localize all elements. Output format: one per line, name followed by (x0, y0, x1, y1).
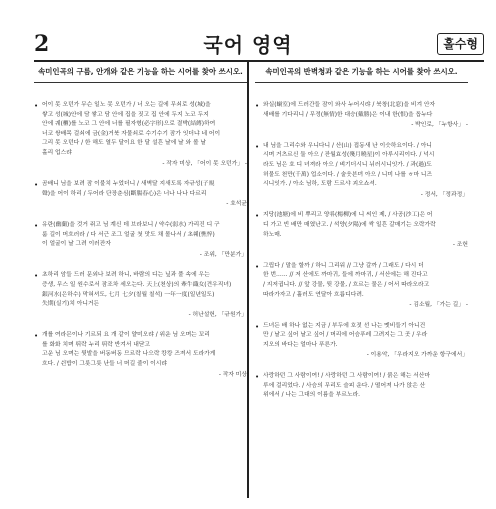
bullet-icon: • (255, 212, 260, 221)
poem-source: - 작자 미상, 「어이 못 오던가」 - (162, 160, 247, 167)
poem-text: 내 님을 그리수와 우니다니 / 산(山) 접동새 난 이슷하요이다. / 아니 시며 거츠르신 둘 아으 / 잔월효성(殘月曉星)이 아루시리이다. / 넉시 라도 님은 호 디 녀져라 아으 / 벼기더시니 뉘러시니잇가. / 과(過)도 허물도 천만(千萬) 업소이다. / 술읏븐뎌 아으 / 니미 나를 ㅎ마 니즈 시니잇가. / 아소 님하, 도람 드르샤 괴오쇼셔. (263, 142, 435, 188)
column-divider (247, 62, 249, 498)
poem-item (255, 211, 468, 250)
bullet-icon: • (255, 262, 260, 271)
bullet-icon: • (34, 332, 39, 341)
poem-item (255, 101, 468, 131)
poem-source: - 조헌 (452, 242, 468, 249)
exam-type-badge: 홀수형 (437, 33, 484, 55)
bullet-icon: • (34, 102, 39, 110)
poem-text: 유란(幽蘭)을 것거 쥐고 님 계신 데 브라보니 / 약수(弱水) 가리진 디 구 룸 길이 머흐러라 / 다 서근 조그 얼굴 첫 맛도 채 몰나서 / 초췌(憔悴) 이 얼굴이 날 그려 이러잔자 (42, 221, 220, 248)
right-column (255, 63, 468, 412)
poem-item (34, 101, 247, 169)
question-right: 속미인곡의 반벽청과 같은 기능을 하는 시어를 찾아 쓰시오. (265, 67, 458, 76)
left-column (34, 63, 247, 391)
poem-text: 그립다 / 말을 할까 / 하니 그리워 // 그냥 갈까 / 그래도 / 다시 더 한 번…… // 저 산에도 까마귀, 들에 까마귀, / 서산에는 해 진다고 / 지저귑니다. // 앞 강물, 뒷 강물, / 흐르는 물은 / 어서 따라오라고 따라가자고 / 흘러도 연달아 흐릅디다려. (263, 262, 430, 298)
poem-text: 곰배니 님을 보려 잠 이불치 누었더니 / 새벽달 지새도록 자규성(子規 聲)을 어이 하리 / 두어라 단장춘심(斷腸春心)은 너나 나나 다르리 (42, 181, 215, 197)
poem-text: 어이 못 오던가 무슨 일노 못 오던가 / 너 오는 길에 무쇠로 성(城)을 쌓고 성(城)안에 담 쌓고 담 안에 집을 짓고 집 안에 두지 노코 두지 안에 궤(櫃)를 노코 그 안에 너를 필자형(必字形)으로 결박(結縛)하여 너코 쌍배목 걸쇠에 금(金)거북 자물쇠로 수기수기 잠가 잇더냐 네 어이 그리 못 오던다 / 한 해도 열두 달이요 한 달 설흔 날에 날 와 볼 날 홀리 업스랴 (42, 102, 221, 156)
bullet-icon: • (255, 142, 260, 151)
page-number: 2 (34, 31, 50, 57)
poem-item (34, 221, 247, 260)
poem-source: - 조위, 「만분가」 (199, 251, 247, 258)
poem-source: - 김소월, 「가는 길」 - (409, 302, 468, 309)
question-left: 속미인곡의 구름, 안개와 같은 기능을 하는 시어를 찾아 쓰시오. (38, 67, 243, 76)
poem-text: 드녀든 배 하나 없는 지금 / 부두에 호젓 선 나는 멧비들기 아니건 만 / 날고 싶어 날고 싶어 / 머리에 어슴푸레 그려지는 그 곳 / 우라 지오의 바다는 얼마나 푸른가. (263, 322, 428, 348)
poem-source: - 허난설헌, 「규원가」 (188, 311, 247, 318)
poem-item (34, 271, 247, 320)
header-rule (34, 60, 484, 62)
bullet-icon: • (34, 272, 39, 281)
bullet-icon: • (255, 102, 260, 110)
bullet-icon: • (34, 181, 39, 190)
poem-list-right (255, 101, 468, 401)
poem-item (34, 331, 247, 380)
poem-item (255, 372, 468, 401)
poem-text: 초하리 암들 드러 문외나 보려 하니, 바람의 디는 닢과 풀 속에 우는 증생, 무스 일 원수로서 잠조차 세오는다. 天上(천상)의 牽牛織女(견우직녀) 銀河水(은하수) 막혀셔도, 七月 七夕(칠월 칠석) 一年一度(일년일도) 失期(실기)치 아니거든 (42, 272, 232, 308)
poem-text: 와실(蝸室)에 드러간들 잠이 와사 누어시랴 / 북창(北窓)을 비겨 안자 새배를 기다리니 / 무정(無情)한 대승(戴勝)은 이내 한(恨)을 돕누다 (263, 102, 436, 118)
bullet-icon: • (255, 373, 260, 382)
poem-source: - 박인로, 「누항사」 - (411, 122, 468, 129)
poem-text: 사랑하던 그 사람이여! / 사랑하던 그 사람이여! / 붉은 해는 서산마 루에 걸리었다. / 사슴의 무리도 슬피 운다. / 떨어져 나가 앉은 산 위에서 / 나는 그대의 이름을 부르노라. (263, 373, 430, 399)
question-rule (34, 82, 247, 83)
poem-source: - 작자 미상 (218, 371, 247, 378)
poem-item (255, 142, 468, 201)
bullet-icon: • (255, 322, 260, 331)
question-rule (255, 82, 468, 83)
poem-source: - 호석균 (226, 201, 247, 208)
poem-text: 개를 여라믄이나 기르되 요 개 같이 얄미오랴 / 위운 님 오며는 꼬리 를 화화 치며 뛰락 누리 뛰락 반겨서 내닫고 고운 님 오며는 뒷발을 버동버동 므르락 나으락 캉캉 즈져서 도라가게 흐다. / 쉰밥이 그릇그릇 난들 너 머길 줄이 이시랴 (42, 332, 216, 368)
poem-source: - 이용악, 「우라지오 가까운 항구에서」 (366, 352, 468, 359)
poem-text: 지당(池塘)에 비 뿌리고 양류(楊柳)에 니 씨인 제, / 사공(沙工)은 어 디 가고 빈 배만 매였난고. / 석양(夕陽)에 싹 일흔 갈매기는 오락가락 하노매. (263, 212, 436, 238)
poem-item (255, 322, 468, 361)
poem-item (255, 262, 468, 311)
poem-list-left (34, 101, 247, 380)
bullet-icon: • (34, 221, 39, 230)
page-title: 국어 영역 (203, 33, 293, 57)
poem-item (34, 180, 247, 210)
poem-source: - 정서, 「정과정」 (420, 191, 468, 198)
page-header (0, 0, 496, 57)
